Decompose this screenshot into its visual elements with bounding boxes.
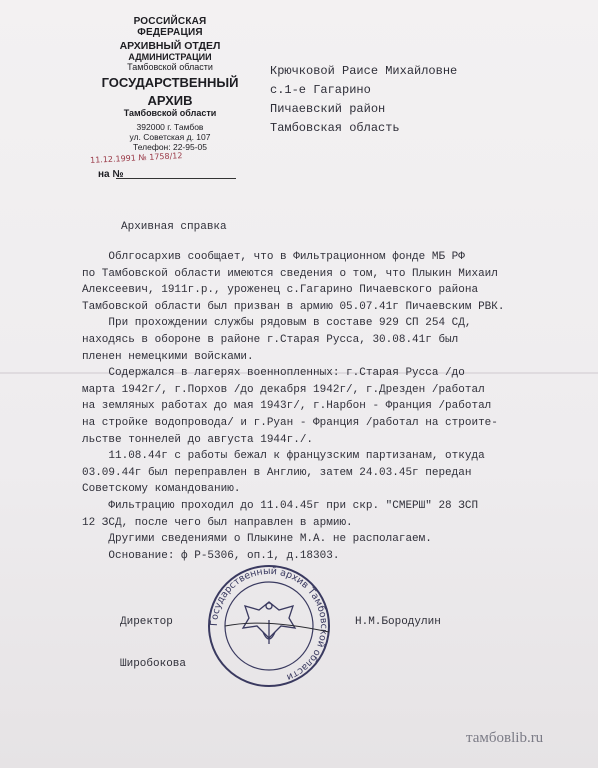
body-line: Тамбовской области был призван в армию 05.07.41г Пичаевским РВК. xyxy=(82,300,505,313)
body-line: льстве тоннелей до августа 1944г./. xyxy=(82,433,314,446)
body-line: по Тамбовской области имеются сведения о том, что Плыкин Михаил xyxy=(82,267,498,280)
handwritten-reg-number: 11.12.1991 № 1758/12 xyxy=(89,151,183,165)
letterhead-country: РОССИЙСКАЯ ФЕДЕРАЦИЯ xyxy=(133,16,207,38)
body-line: 12 ЗСД, после чего был направлен в армию. xyxy=(82,516,353,529)
body-line: на земляных работах до мая 1943г/, г.Нарбон - Франция /работал xyxy=(82,400,492,413)
body-line: Облгосархив сообщает, что в Фильтрационном фонде МБ РФ xyxy=(82,251,465,263)
body-line: Содержался в лагерях военнопленных: г.Старая Русса /до xyxy=(82,367,465,380)
recipient-region: Тамбовская область xyxy=(270,121,400,135)
body-line: Алексеевич, 1911г.р., уроженец с.Гагарино Пичаевского района xyxy=(82,284,479,297)
letterhead-archive-2: АРХИВ xyxy=(147,93,193,108)
body-line: Фильтрацию проходил до 11.04.45г при скр. "СМЕРШ" 28 ЗСП xyxy=(82,499,479,512)
recipient-district: Пичаевский район xyxy=(270,102,386,116)
letterhead-dept: АРХИВНЫЙ ОТДЕЛ xyxy=(119,40,221,52)
recipient-village: с.1-е Гагарино xyxy=(270,83,371,97)
body-line: Советскому командованию. xyxy=(82,483,241,496)
executor-name: Широбокова xyxy=(120,658,187,670)
letterhead-admin: АДМИНИСТРАЦИИ xyxy=(128,52,212,62)
archive-seal-stamp xyxy=(205,562,333,690)
document-body xyxy=(82,249,552,564)
site-watermark: тамбовlib.ru xyxy=(466,730,544,746)
body-line: 11.08.44г с работы бежал к французским партизанам, откуда xyxy=(82,450,485,463)
recipient-name: Крючковой Раисе Михайловне xyxy=(270,64,458,78)
signature-role: Директор xyxy=(120,616,173,628)
body-line: находясь в обороне в районе г.Старая Русса, 30.08.41г был xyxy=(82,333,459,346)
body-line: на стройке водопровода/ и г.Руан - Франция /работал на строите- xyxy=(82,416,498,429)
ref-number-label: на № xyxy=(98,169,124,180)
letterhead-region: Тамбовской области xyxy=(127,62,213,72)
body-line: марта 1942г/, г.Порхов /до декабря 1942г/, г.Дрезден /работал xyxy=(82,383,485,396)
letterhead xyxy=(100,16,240,152)
address-line: 392000 г. Тамбов xyxy=(136,122,204,132)
body-line: 03.09.44г был переправлен в Англию, затем 24.03.45г передан xyxy=(82,466,472,479)
address-line: ул. Советская д. 107 xyxy=(129,132,211,142)
body-line: При прохождении службы рядовым в составе 929 СП 254 СД, xyxy=(82,317,472,330)
body-line: пленен немецкими войсками. xyxy=(82,350,254,363)
letterhead-archive-1: ГОСУДАРСТВЕННЫЙ xyxy=(101,75,239,90)
body-line: Основание: ф Р-5306, оп.1, д.18303. xyxy=(82,549,340,562)
body-line: Другими сведениями о Плыкине М.А. не располагаем. xyxy=(82,533,432,546)
recipient-block xyxy=(270,62,457,138)
address-line: Телефон: 22-95-05 xyxy=(132,142,207,152)
letterhead-address xyxy=(100,122,240,152)
svg-text:Государственный архив Тамбовск: Государственный архив Тамбовской области xyxy=(208,565,330,683)
signature-name: Н.М.Бородулин xyxy=(355,616,441,628)
ref-number-line xyxy=(116,178,236,179)
document-title: Архивная справка xyxy=(121,221,227,233)
letterhead-region-2: Тамбовской области xyxy=(123,108,217,118)
